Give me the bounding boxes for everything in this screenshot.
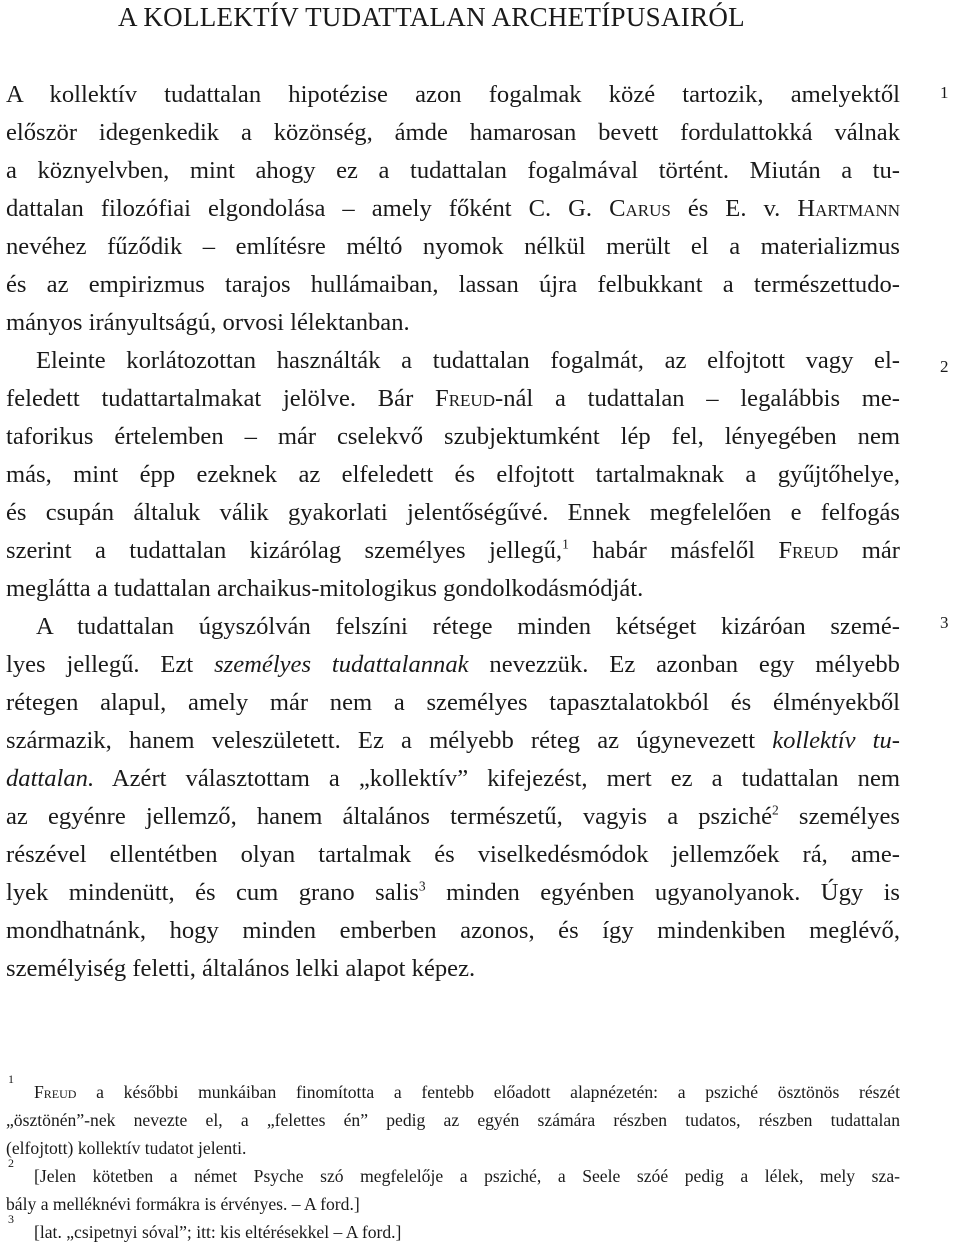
footnote-ref-1: 1 bbox=[562, 536, 569, 552]
body-line-23: mondhatnánk, hogy minden emberben azonos, és így mindenkiben meglévő, bbox=[6, 917, 900, 944]
text: az egyénre jellemző, hanem általános természetű, vagyis a psziché bbox=[6, 803, 773, 830]
text: feledett tudattartalmakat jelölve. Bár bbox=[6, 385, 414, 412]
text: [Jelen kötetben a német Psyche szó megfelelője a psziché, a Seele szóé pedig a lélek, mely sza- bbox=[34, 1166, 900, 1186]
body-line-13 bbox=[6, 532, 900, 570]
body-line-1: A kollektív tudattalan hipotézise azon fogalmak közé tartozik, amelyektől bbox=[6, 81, 900, 108]
body-line-22 bbox=[6, 874, 900, 912]
margin-number-2: 2 bbox=[940, 357, 949, 376]
body-line-7: mányos irányultságú, orvosi lélektanban. bbox=[6, 309, 410, 336]
author-name-carus: Carus bbox=[609, 195, 671, 222]
chapter-title: A KOLLEKTÍV TUDATTALAN ARCHETÍPUSAIRÓL bbox=[118, 2, 745, 32]
body-line-20 bbox=[6, 798, 900, 836]
text: habár másfelől bbox=[592, 537, 755, 564]
body-line-17: rétegen alapul, amely már nem a személyes tapasztalatokból és élményekből bbox=[6, 689, 900, 716]
text: a későbbi munkáiban finomította a fentebb előadott alapnézetén: a psziché ösztönös részét bbox=[96, 1082, 900, 1102]
body-line-18 bbox=[6, 722, 900, 760]
body-line-21: részével ellentétben olyan tartalmak és viselkedésmódok jellemzőek rá, ame- bbox=[6, 841, 900, 868]
text: személyes bbox=[798, 803, 900, 830]
text: nevezzük. Ez azonban egy mélyebb bbox=[489, 651, 900, 678]
text: Azért választottam a „kollektív” kifejezést, mert ez a tudattalan nem bbox=[111, 765, 901, 792]
author-name-freud: Freud bbox=[778, 537, 839, 564]
body-line-5: nevéhez fűződik – említésre méltó nyomok nélkül merült el a materializmus bbox=[6, 233, 900, 260]
footnote-3-line-1: 3 [lat. „csipetnyi sóval”; itt: kis eltérésekkel – A ford.] bbox=[8, 1212, 402, 1242]
footnote-1-line-1: 1 Freud a későbbi munkáiban finomította a fentebb előadott alapnézetén: a psziché ösztönös részét bbox=[8, 1072, 900, 1102]
text bbox=[6, 879, 426, 906]
text: dattalan filozófiai elgondolása – amely főként C. G. bbox=[6, 195, 593, 222]
text: minden egyénben ugyanolyanok. Úgy is bbox=[446, 879, 900, 906]
footnote-1-line-3: (elfojtott) kollektív tudatot jelenti. bbox=[6, 1138, 247, 1158]
body-line-9 bbox=[6, 380, 900, 418]
body-line-8: Eleinte korlátozottan használták a tudattalan fogalmát, az elfojtott vagy el- bbox=[36, 347, 900, 374]
footnote-2-line-2: bály a melléknévi formákra is érvényes. – A ford.] bbox=[6, 1194, 360, 1214]
body-line-14: meglátta a tudattalan archaikus-mitologikus gondolkodásmódját. bbox=[6, 575, 644, 602]
margin-number-1: 1 bbox=[940, 83, 949, 102]
body-line-24: személyiség feletti, általános lelki alapot képez. bbox=[6, 955, 476, 982]
footnote-1-line-2: „ösztönén”-nek nevezte el, a „felettes én” pedig az egyén számára részben tudatos, részben tudattalan bbox=[6, 1110, 900, 1130]
body-line-11: más, mint épp ezeknek az elfeledett és elfojtott tartalmaknak a gyűjtőhelye, bbox=[6, 461, 900, 488]
footnote-2-line-1: 2 [Jelen kötetben a német Psyche szó megfelelője a psziché, a Seele szóé pedig a lélek, mely sza- bbox=[8, 1156, 900, 1186]
text: -nál a tudattalan – legalábbis me- bbox=[495, 385, 900, 412]
text bbox=[435, 385, 900, 412]
body-line-3: a köznyelvben, mint ahogy ez a tudattalan fogalmával történt. Miután a tu- bbox=[6, 157, 900, 184]
text: lyes jellegű. Ezt bbox=[6, 651, 194, 678]
text: már bbox=[861, 537, 900, 564]
text: lyek mindenütt, és cum grano salis bbox=[6, 879, 419, 906]
text: szerint a tudattalan kizárólag személyes jellegű, bbox=[6, 537, 563, 564]
emphasis-term: kollektív tu- bbox=[772, 727, 900, 754]
body-line-4 bbox=[6, 190, 900, 228]
emphasis-term: személyes tudattalannak bbox=[214, 651, 469, 678]
author-name-freud: Freud bbox=[34, 1082, 77, 1102]
text bbox=[6, 537, 569, 564]
body-line-12: és csupán általuk válik gyakorlati jelentőségűvé. Ennek megfelelően e felfogás bbox=[6, 499, 900, 526]
body-line-15: A tudattalan úgyszólván felszíni rétege minden kétséget kizáróan szemé- bbox=[36, 613, 900, 640]
text: és E. v. bbox=[687, 195, 781, 222]
author-name-freud: Freud bbox=[435, 385, 495, 412]
text: származik, hanem veleszületett. Ez a mélyebb réteg az úgynevezett bbox=[6, 727, 756, 754]
emphasis-term: dattalan. bbox=[6, 765, 95, 792]
footnote-ref-2: 2 bbox=[772, 802, 779, 818]
text bbox=[6, 803, 779, 830]
body-line-2: először idegenkedik a közönség, ámde hamarosan bevett fordulattokká válnak bbox=[6, 119, 900, 146]
body-line-16 bbox=[6, 646, 900, 684]
body-line-19 bbox=[6, 760, 900, 798]
body-line-6: és az empirizmus tarajos hullámaiban, lassan újra felbukkant a természettudo- bbox=[6, 271, 900, 298]
footnote-ref-3: 3 bbox=[418, 878, 426, 894]
text: [lat. „csipetnyi sóval”; itt: kis eltérésekkel – A ford.] bbox=[34, 1222, 402, 1242]
body-line-10: taforikus értelemben – már cselekvő szubjektumként lép fel, lényegében nem bbox=[6, 423, 900, 450]
margin-number-3: 3 bbox=[940, 613, 949, 632]
author-name-hartmann: Hartmann bbox=[797, 195, 901, 222]
